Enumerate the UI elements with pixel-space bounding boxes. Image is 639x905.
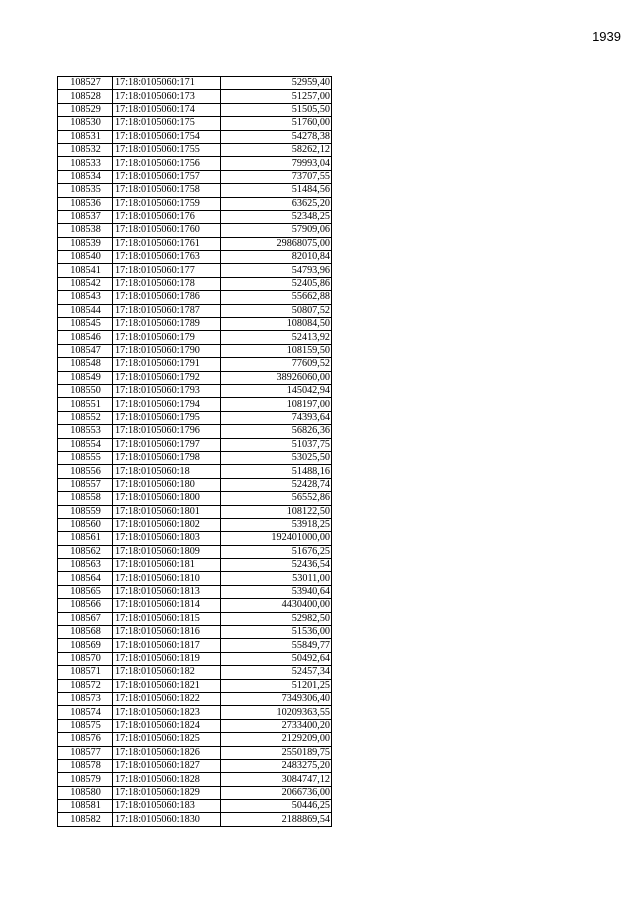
row-number-cell: 108580 (58, 786, 113, 799)
cadastral-number-cell: 17:18:0105060:1803 (113, 532, 221, 545)
value-cell: 108159,50 (221, 344, 332, 357)
value-cell: 56552,86 (221, 492, 332, 505)
row-number-cell: 108556 (58, 465, 113, 478)
value-cell: 51536,00 (221, 626, 332, 639)
cadastral-number-cell: 17:18:0105060:1828 (113, 773, 221, 786)
cadastral-number-cell: 17:18:0105060:1787 (113, 304, 221, 317)
table-row (58, 425, 332, 438)
cadastral-number-cell: 17:18:0105060:176 (113, 210, 221, 223)
row-number-cell: 108540 (58, 251, 113, 264)
cadastral-number-cell: 17:18:0105060:1761 (113, 237, 221, 250)
table-row (58, 90, 332, 103)
table-row (58, 251, 332, 264)
value-cell: 53940,64 (221, 585, 332, 598)
cadastral-number-cell: 17:18:0105060:171 (113, 77, 221, 90)
table-row (58, 746, 332, 759)
cadastral-number-cell: 17:18:0105060:1814 (113, 599, 221, 612)
value-cell: 50492,64 (221, 652, 332, 665)
table-row (58, 304, 332, 317)
row-number-cell: 108553 (58, 425, 113, 438)
row-number-cell: 108532 (58, 143, 113, 156)
row-number-cell: 108565 (58, 585, 113, 598)
row-number-cell: 108564 (58, 572, 113, 585)
table-row (58, 77, 332, 90)
cadastral-number-cell: 17:18:0105060:1755 (113, 143, 221, 156)
table-row (58, 666, 332, 679)
table-body (58, 77, 332, 827)
table-row (58, 411, 332, 424)
cadastral-number-cell: 17:18:0105060:1817 (113, 639, 221, 652)
table-row (58, 103, 332, 116)
cadastral-number-cell: 17:18:0105060:1823 (113, 706, 221, 719)
table-row (58, 318, 332, 331)
table-row (58, 599, 332, 612)
row-number-cell: 108534 (58, 170, 113, 183)
table-row (58, 585, 332, 598)
value-cell: 51037,75 (221, 438, 332, 451)
cadastral-number-cell: 17:18:0105060:1801 (113, 505, 221, 518)
row-number-cell: 108579 (58, 773, 113, 786)
row-number-cell: 108567 (58, 612, 113, 625)
cadastral-number-cell: 17:18:0105060:1813 (113, 585, 221, 598)
row-number-cell: 108572 (58, 679, 113, 692)
row-number-cell: 108544 (58, 304, 113, 317)
table-row (58, 237, 332, 250)
row-number-cell: 108552 (58, 411, 113, 424)
value-cell: 51201,25 (221, 679, 332, 692)
table-row (58, 505, 332, 518)
cadastral-number-cell: 17:18:0105060:173 (113, 90, 221, 103)
cadastral-number-cell: 17:18:0105060:1786 (113, 291, 221, 304)
row-number-cell: 108571 (58, 666, 113, 679)
value-cell: 50807,52 (221, 304, 332, 317)
page-number: 1939 (592, 29, 621, 44)
table-row (58, 572, 332, 585)
table-row (58, 371, 332, 384)
value-cell: 52982,50 (221, 612, 332, 625)
table-row (58, 612, 332, 625)
value-cell: 7349306,40 (221, 692, 332, 705)
cadastral-number-cell: 17:18:0105060:177 (113, 264, 221, 277)
value-cell: 51257,00 (221, 90, 332, 103)
table-row (58, 438, 332, 451)
table-row (58, 545, 332, 558)
table-row (58, 291, 332, 304)
value-cell: 55849,77 (221, 639, 332, 652)
cadastral-number-cell: 17:18:0105060:1810 (113, 572, 221, 585)
value-cell: 52436,54 (221, 559, 332, 572)
value-cell: 53918,25 (221, 518, 332, 531)
value-cell: 51484,56 (221, 184, 332, 197)
cadastral-number-cell: 17:18:0105060:1824 (113, 719, 221, 732)
value-cell: 2550189,75 (221, 746, 332, 759)
value-cell: 57909,06 (221, 224, 332, 237)
row-number-cell: 108575 (58, 719, 113, 732)
row-number-cell: 108569 (58, 639, 113, 652)
value-cell: 53025,50 (221, 451, 332, 464)
value-cell: 52348,25 (221, 210, 332, 223)
cadastral-number-cell: 17:18:0105060:175 (113, 117, 221, 130)
row-number-cell: 108574 (58, 706, 113, 719)
table-row (58, 465, 332, 478)
table-row (58, 331, 332, 344)
table-row (58, 117, 332, 130)
table-row (58, 706, 332, 719)
value-cell: 2188869,54 (221, 813, 332, 826)
cadastral-number-cell: 17:18:0105060:1797 (113, 438, 221, 451)
row-number-cell: 108527 (58, 77, 113, 90)
row-number-cell: 108547 (58, 344, 113, 357)
cadastral-number-cell: 17:18:0105060:1796 (113, 425, 221, 438)
cadastral-number-cell: 17:18:0105060:1800 (113, 492, 221, 505)
value-cell: 52413,92 (221, 331, 332, 344)
table-row (58, 358, 332, 371)
table-row (58, 639, 332, 652)
row-number-cell: 108537 (58, 210, 113, 223)
table-row (58, 786, 332, 799)
cadastral-number-cell: 17:18:0105060:1815 (113, 612, 221, 625)
value-cell: 77609,52 (221, 358, 332, 371)
value-cell: 63625,20 (221, 197, 332, 210)
table-row (58, 157, 332, 170)
row-number-cell: 108562 (58, 545, 113, 558)
value-cell: 3084747,12 (221, 773, 332, 786)
row-number-cell: 108549 (58, 371, 113, 384)
table-row (58, 264, 332, 277)
cadastral-number-cell: 17:18:0105060:1754 (113, 130, 221, 143)
value-cell: 38926060,00 (221, 371, 332, 384)
value-cell: 52405,86 (221, 277, 332, 290)
row-number-cell: 108541 (58, 264, 113, 277)
cadastral-number-cell: 17:18:0105060:179 (113, 331, 221, 344)
table-row (58, 398, 332, 411)
table-row (58, 719, 332, 732)
table-row (58, 652, 332, 665)
value-cell: 55662,88 (221, 291, 332, 304)
cadastral-number-cell: 17:18:0105060:1756 (113, 157, 221, 170)
table-row (58, 451, 332, 464)
row-number-cell: 108546 (58, 331, 113, 344)
value-cell: 50446,25 (221, 800, 332, 813)
row-number-cell: 108559 (58, 505, 113, 518)
cadastral-number-cell: 17:18:0105060:1819 (113, 652, 221, 665)
table-row (58, 492, 332, 505)
value-cell: 4430400,00 (221, 599, 332, 612)
cadastral-number-cell: 17:18:0105060:1793 (113, 384, 221, 397)
row-number-cell: 108528 (58, 90, 113, 103)
value-cell: 53011,00 (221, 572, 332, 585)
table-row (58, 532, 332, 545)
row-number-cell: 108576 (58, 733, 113, 746)
row-number-cell: 108531 (58, 130, 113, 143)
row-number-cell: 108530 (58, 117, 113, 130)
table-row (58, 143, 332, 156)
cadastral-number-cell: 17:18:0105060:1825 (113, 733, 221, 746)
row-number-cell: 108577 (58, 746, 113, 759)
cadastral-number-cell: 17:18:0105060:1827 (113, 759, 221, 772)
cadastral-number-cell: 17:18:0105060:1802 (113, 518, 221, 531)
cadastral-number-cell: 17:18:0105060:1790 (113, 344, 221, 357)
cadastral-number-cell: 17:18:0105060:1826 (113, 746, 221, 759)
value-cell: 29868075,00 (221, 237, 332, 250)
row-number-cell: 108573 (58, 692, 113, 705)
cadastral-number-cell: 17:18:0105060:1821 (113, 679, 221, 692)
cadastral-number-cell: 17:18:0105060:18 (113, 465, 221, 478)
cadastral-number-cell: 17:18:0105060:1816 (113, 626, 221, 639)
value-cell: 58262,12 (221, 143, 332, 156)
value-cell: 51505,50 (221, 103, 332, 116)
row-number-cell: 108570 (58, 652, 113, 665)
value-cell: 56826,36 (221, 425, 332, 438)
value-cell: 192401000,00 (221, 532, 332, 545)
table-row (58, 184, 332, 197)
value-cell: 54278,38 (221, 130, 332, 143)
table-row (58, 773, 332, 786)
cadastral-value-table (57, 76, 332, 827)
row-number-cell: 108566 (58, 599, 113, 612)
cadastral-number-cell: 17:18:0105060:1830 (113, 813, 221, 826)
cadastral-number-cell: 17:18:0105060:174 (113, 103, 221, 116)
row-number-cell: 108548 (58, 358, 113, 371)
value-cell: 145042,94 (221, 384, 332, 397)
row-number-cell: 108542 (58, 277, 113, 290)
table-row (58, 626, 332, 639)
cadastral-number-cell: 17:18:0105060:1760 (113, 224, 221, 237)
cadastral-number-cell: 17:18:0105060:1822 (113, 692, 221, 705)
cadastral-number-cell: 17:18:0105060:181 (113, 559, 221, 572)
row-number-cell: 108554 (58, 438, 113, 451)
row-number-cell: 108538 (58, 224, 113, 237)
value-cell: 79993,04 (221, 157, 332, 170)
table-row (58, 478, 332, 491)
table-row (58, 813, 332, 826)
value-cell: 108084,50 (221, 318, 332, 331)
value-cell: 52428,74 (221, 478, 332, 491)
cadastral-number-cell: 17:18:0105060:1759 (113, 197, 221, 210)
cadastral-number-cell: 17:18:0105060:1757 (113, 170, 221, 183)
row-number-cell: 108536 (58, 197, 113, 210)
row-number-cell: 108568 (58, 626, 113, 639)
row-number-cell: 108555 (58, 451, 113, 464)
table-row (58, 197, 332, 210)
row-number-cell: 108557 (58, 478, 113, 491)
row-number-cell: 108582 (58, 813, 113, 826)
value-cell: 2733400,20 (221, 719, 332, 732)
row-number-cell: 108558 (58, 492, 113, 505)
cadastral-number-cell: 17:18:0105060:1763 (113, 251, 221, 264)
value-cell: 108197,00 (221, 398, 332, 411)
table-row (58, 210, 332, 223)
value-cell: 51676,25 (221, 545, 332, 558)
row-number-cell: 108533 (58, 157, 113, 170)
row-number-cell: 108545 (58, 318, 113, 331)
row-number-cell: 108529 (58, 103, 113, 116)
row-number-cell: 108561 (58, 532, 113, 545)
table-row (58, 759, 332, 772)
row-number-cell: 108578 (58, 759, 113, 772)
row-number-cell: 108543 (58, 291, 113, 304)
cadastral-number-cell: 17:18:0105060:1794 (113, 398, 221, 411)
value-cell: 74393,64 (221, 411, 332, 424)
row-number-cell: 108551 (58, 398, 113, 411)
value-cell: 2483275,20 (221, 759, 332, 772)
value-cell: 54793,96 (221, 264, 332, 277)
table-row (58, 344, 332, 357)
cadastral-number-cell: 17:18:0105060:1795 (113, 411, 221, 424)
row-number-cell: 108535 (58, 184, 113, 197)
cadastral-number-cell: 17:18:0105060:1809 (113, 545, 221, 558)
cadastral-number-cell: 17:18:0105060:1758 (113, 184, 221, 197)
cadastral-number-cell: 17:18:0105060:178 (113, 277, 221, 290)
cadastral-number-cell: 17:18:0105060:1829 (113, 786, 221, 799)
table-row (58, 130, 332, 143)
cadastral-number-cell: 17:18:0105060:180 (113, 478, 221, 491)
cadastral-number-cell: 17:18:0105060:1791 (113, 358, 221, 371)
value-cell: 2066736,00 (221, 786, 332, 799)
cadastral-number-cell: 17:18:0105060:1798 (113, 451, 221, 464)
table-row (58, 384, 332, 397)
table-row (58, 733, 332, 746)
row-number-cell: 108550 (58, 384, 113, 397)
table-row (58, 277, 332, 290)
table-row (58, 692, 332, 705)
row-number-cell: 108563 (58, 559, 113, 572)
cadastral-number-cell: 17:18:0105060:1792 (113, 371, 221, 384)
value-cell: 51760,00 (221, 117, 332, 130)
cadastral-number-cell: 17:18:0105060:183 (113, 800, 221, 813)
row-number-cell: 108539 (58, 237, 113, 250)
value-cell: 52959,40 (221, 77, 332, 90)
row-number-cell: 108581 (58, 800, 113, 813)
table-row (58, 800, 332, 813)
value-cell: 82010,84 (221, 251, 332, 264)
table-row (58, 559, 332, 572)
value-cell: 73707,55 (221, 170, 332, 183)
table-row (58, 518, 332, 531)
table-row (58, 170, 332, 183)
table-row (58, 679, 332, 692)
table-row (58, 224, 332, 237)
cadastral-number-cell: 17:18:0105060:1789 (113, 318, 221, 331)
value-cell: 52457,34 (221, 666, 332, 679)
row-number-cell: 108560 (58, 518, 113, 531)
value-cell: 51488,16 (221, 465, 332, 478)
value-cell: 2129209,00 (221, 733, 332, 746)
cadastral-number-cell: 17:18:0105060:182 (113, 666, 221, 679)
value-cell: 10209363,55 (221, 706, 332, 719)
value-cell: 108122,50 (221, 505, 332, 518)
